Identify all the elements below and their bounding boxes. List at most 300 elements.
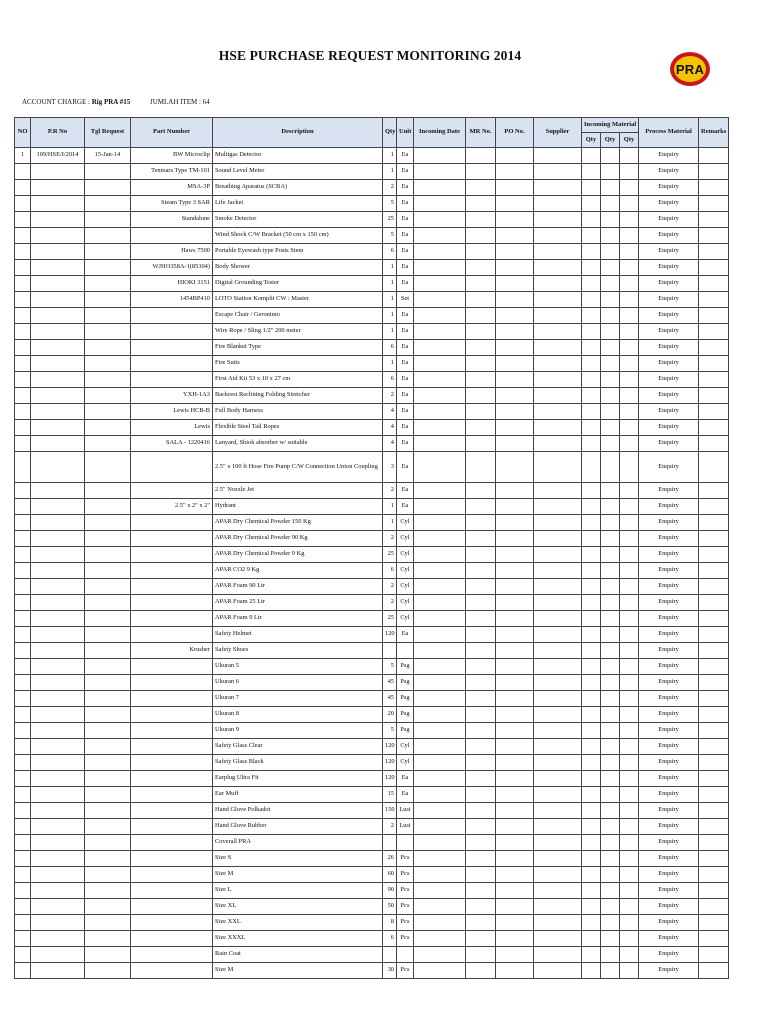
cell-incoming-qty-1 xyxy=(582,579,601,595)
cell-part-number xyxy=(131,867,213,883)
cell-incoming-qty-3 xyxy=(620,755,639,771)
cell-remarks xyxy=(699,883,729,899)
cell-unit: Pcs xyxy=(397,931,414,947)
table-row xyxy=(15,787,729,803)
cell-description: APAR Dry Chemical Powder 90 Kg xyxy=(213,531,383,547)
cell-pr-no xyxy=(31,691,85,707)
cell-tgl-request xyxy=(85,611,131,627)
cell-incoming-qty-1 xyxy=(582,356,601,372)
cell-mr-no xyxy=(466,420,496,436)
table-row xyxy=(15,563,729,579)
cell-incoming-date xyxy=(414,212,466,228)
cell-part-number xyxy=(131,835,213,851)
cell-mr-no xyxy=(466,867,496,883)
col-incoming-qty-3: Qty xyxy=(620,133,639,148)
cell-incoming-qty-2 xyxy=(601,531,620,547)
cell-incoming-qty-2 xyxy=(601,228,620,244)
cell-part-number xyxy=(131,356,213,372)
cell-qty xyxy=(383,643,397,659)
cell-incoming-date xyxy=(414,787,466,803)
cell-no xyxy=(15,723,31,739)
cell-incoming-qty-2 xyxy=(601,148,620,164)
cell-remarks xyxy=(699,308,729,324)
table-row xyxy=(15,244,729,260)
cell-part-number xyxy=(131,963,213,979)
cell-incoming-qty-3 xyxy=(620,180,639,196)
cell-supplier xyxy=(534,835,582,851)
cell-mr-no xyxy=(466,356,496,372)
cell-part-number: 2.5" x 2" x 2" xyxy=(131,499,213,515)
cell-description: Coverall PRA xyxy=(213,835,383,851)
cell-unit: Ea xyxy=(397,276,414,292)
cell-po-no xyxy=(496,404,534,420)
cell-supplier xyxy=(534,915,582,931)
cell-description: Digital Grounding Tester xyxy=(213,276,383,292)
cell-incoming-qty-1 xyxy=(582,164,601,180)
cell-qty: 25 xyxy=(383,611,397,627)
cell-no xyxy=(15,707,31,723)
cell-qty: 2 xyxy=(383,531,397,547)
cell-no xyxy=(15,947,31,963)
cell-part-number xyxy=(131,931,213,947)
cell-qty: 2 xyxy=(383,180,397,196)
table-row xyxy=(15,483,729,499)
cell-description: APAR CO2 9 Kg xyxy=(213,563,383,579)
cell-tgl-request xyxy=(85,771,131,787)
cell-incoming-qty-2 xyxy=(601,452,620,483)
cell-tgl-request xyxy=(85,212,131,228)
cell-po-no xyxy=(496,292,534,308)
cell-part-number xyxy=(131,819,213,835)
cell-unit: Cyl xyxy=(397,611,414,627)
cell-remarks xyxy=(699,723,729,739)
cell-qty: 1 xyxy=(383,308,397,324)
cell-qty: 5 xyxy=(383,196,397,212)
cell-remarks xyxy=(699,164,729,180)
table-row xyxy=(15,739,729,755)
cell-po-no xyxy=(496,340,534,356)
cell-pr-no xyxy=(31,803,85,819)
cell-incoming-qty-1 xyxy=(582,388,601,404)
cell-remarks xyxy=(699,404,729,420)
cell-qty: 2 xyxy=(383,579,397,595)
cell-process-material: Enquiry xyxy=(639,595,699,611)
cell-incoming-qty-1 xyxy=(582,180,601,196)
cell-tgl-request xyxy=(85,707,131,723)
cell-supplier xyxy=(534,787,582,803)
cell-pr-no xyxy=(31,436,85,452)
cell-pr-no xyxy=(31,931,85,947)
cell-qty: 3 xyxy=(383,452,397,483)
cell-incoming-qty-2 xyxy=(601,212,620,228)
cell-mr-no xyxy=(466,899,496,915)
cell-po-no xyxy=(496,963,534,979)
cell-process-material: Enquiry xyxy=(639,675,699,691)
cell-incoming-qty-1 xyxy=(582,292,601,308)
cell-incoming-qty-3 xyxy=(620,707,639,723)
cell-pr-no xyxy=(31,308,85,324)
cell-mr-no xyxy=(466,707,496,723)
cell-incoming-qty-3 xyxy=(620,771,639,787)
cell-mr-no xyxy=(466,883,496,899)
account-charge xyxy=(22,98,130,106)
cell-incoming-qty-3 xyxy=(620,835,639,851)
cell-process-material: Enquiry xyxy=(639,963,699,979)
cell-mr-no xyxy=(466,611,496,627)
table-row xyxy=(15,292,729,308)
cell-remarks xyxy=(699,547,729,563)
cell-part-number xyxy=(131,883,213,899)
cell-qty: 120 xyxy=(383,771,397,787)
cell-incoming-qty-1 xyxy=(582,739,601,755)
table-body xyxy=(15,148,729,979)
cell-incoming-qty-1 xyxy=(582,436,601,452)
cell-remarks xyxy=(699,611,729,627)
cell-tgl-request xyxy=(85,452,131,483)
cell-qty: 120 xyxy=(383,755,397,771)
table-row xyxy=(15,308,729,324)
cell-process-material: Enquiry xyxy=(639,563,699,579)
cell-description: Breathing Aparatus (SCBA) xyxy=(213,180,383,196)
cell-incoming-qty-2 xyxy=(601,691,620,707)
cell-pr-no xyxy=(31,819,85,835)
cell-incoming-qty-2 xyxy=(601,515,620,531)
cell-description: Ukuran 5 xyxy=(213,659,383,675)
cell-incoming-qty-1 xyxy=(582,819,601,835)
cell-unit xyxy=(397,835,414,851)
cell-process-material: Enquiry xyxy=(639,292,699,308)
cell-po-no xyxy=(496,819,534,835)
cell-tgl-request xyxy=(85,675,131,691)
cell-supplier xyxy=(534,292,582,308)
cell-no xyxy=(15,643,31,659)
col-po-no: PO No. xyxy=(496,118,534,148)
cell-supplier xyxy=(534,404,582,420)
cell-supplier xyxy=(534,356,582,372)
cell-remarks xyxy=(699,643,729,659)
cell-remarks xyxy=(699,196,729,212)
cell-supplier xyxy=(534,707,582,723)
cell-incoming-qty-2 xyxy=(601,404,620,420)
cell-part-number: Lewis HCB-B xyxy=(131,404,213,420)
cell-no xyxy=(15,595,31,611)
cell-process-material: Enquiry xyxy=(639,899,699,915)
cell-incoming-qty-1 xyxy=(582,883,601,899)
cell-process-material: Enquiry xyxy=(639,404,699,420)
cell-tgl-request xyxy=(85,595,131,611)
cell-description: APAR Dry Chemical Powder 150 Kg xyxy=(213,515,383,531)
cell-incoming-qty-3 xyxy=(620,627,639,643)
cell-no xyxy=(15,531,31,547)
cell-pr-no xyxy=(31,643,85,659)
cell-unit: Pcs xyxy=(397,915,414,931)
cell-no xyxy=(15,803,31,819)
cell-mr-no xyxy=(466,691,496,707)
cell-supplier xyxy=(534,627,582,643)
cell-description: Safety Helmet xyxy=(213,627,383,643)
cell-po-no xyxy=(496,595,534,611)
table-row xyxy=(15,420,729,436)
cell-qty: 2 xyxy=(383,483,397,499)
table-row xyxy=(15,164,729,180)
cell-pr-no xyxy=(31,196,85,212)
cell-mr-no xyxy=(466,244,496,260)
cell-supplier xyxy=(534,228,582,244)
cell-part-number xyxy=(131,531,213,547)
cell-incoming-date xyxy=(414,675,466,691)
cell-process-material: Enquiry xyxy=(639,547,699,563)
cell-pr-no xyxy=(31,420,85,436)
cell-part-number xyxy=(131,483,213,499)
cell-incoming-qty-1 xyxy=(582,531,601,547)
cell-incoming-qty-2 xyxy=(601,356,620,372)
cell-unit: Cyl xyxy=(397,739,414,755)
cell-incoming-date xyxy=(414,819,466,835)
table-row xyxy=(15,835,729,851)
cell-process-material: Enquiry xyxy=(639,308,699,324)
cell-pr-no xyxy=(31,627,85,643)
cell-process-material: Enquiry xyxy=(639,164,699,180)
pra-logo-text: PRA xyxy=(674,56,706,82)
cell-incoming-date xyxy=(414,340,466,356)
cell-remarks xyxy=(699,899,729,915)
cell-description: Ukuran 7 xyxy=(213,691,383,707)
cell-qty: 45 xyxy=(383,675,397,691)
cell-process-material: Enquiry xyxy=(639,420,699,436)
cell-po-no xyxy=(496,244,534,260)
cell-incoming-qty-2 xyxy=(601,963,620,979)
table-row xyxy=(15,595,729,611)
cell-process-material: Enquiry xyxy=(639,771,699,787)
cell-process-material: Enquiry xyxy=(639,867,699,883)
cell-po-no xyxy=(496,707,534,723)
cell-incoming-date xyxy=(414,292,466,308)
cell-part-number xyxy=(131,851,213,867)
col-pr-no: P.R No xyxy=(31,118,85,148)
cell-pr-no xyxy=(31,707,85,723)
table-row xyxy=(15,851,729,867)
cell-part-number: Haws 7500 xyxy=(131,244,213,260)
cell-no xyxy=(15,212,31,228)
cell-incoming-qty-3 xyxy=(620,404,639,420)
cell-supplier xyxy=(534,739,582,755)
cell-process-material: Enquiry xyxy=(639,276,699,292)
cell-po-no xyxy=(496,196,534,212)
table-row xyxy=(15,723,729,739)
cell-incoming-date xyxy=(414,228,466,244)
cell-incoming-qty-2 xyxy=(601,835,620,851)
cell-incoming-date xyxy=(414,388,466,404)
cell-description: Life Jacket xyxy=(213,196,383,212)
cell-process-material: Enquiry xyxy=(639,244,699,260)
cell-pr-no xyxy=(31,675,85,691)
cell-tgl-request xyxy=(85,739,131,755)
table-row xyxy=(15,404,729,420)
cell-incoming-qty-2 xyxy=(601,388,620,404)
cell-supplier xyxy=(534,515,582,531)
cell-incoming-qty-1 xyxy=(582,963,601,979)
table-row xyxy=(15,499,729,515)
cell-remarks xyxy=(699,483,729,499)
cell-part-number xyxy=(131,739,213,755)
cell-incoming-qty-3 xyxy=(620,372,639,388)
cell-description: Size M xyxy=(213,963,383,979)
cell-supplier xyxy=(534,611,582,627)
table-row xyxy=(15,228,729,244)
cell-qty: 4 xyxy=(383,404,397,420)
cell-unit: Ea xyxy=(397,308,414,324)
cell-tgl-request xyxy=(85,483,131,499)
jumlah-item xyxy=(150,98,210,106)
cell-pr-no xyxy=(31,723,85,739)
cell-description: 2.5" Nozzle Jet xyxy=(213,483,383,499)
cell-description: Full Body Harness xyxy=(213,404,383,420)
cell-incoming-date xyxy=(414,947,466,963)
cell-mr-no xyxy=(466,627,496,643)
cell-remarks xyxy=(699,771,729,787)
header-row xyxy=(15,118,729,133)
cell-qty: 6 xyxy=(383,563,397,579)
cell-pr-no xyxy=(31,531,85,547)
cell-supplier xyxy=(534,260,582,276)
cell-remarks xyxy=(699,563,729,579)
cell-part-number xyxy=(131,771,213,787)
cell-mr-no xyxy=(466,164,496,180)
cell-incoming-qty-3 xyxy=(620,324,639,340)
cell-unit: Ea xyxy=(397,164,414,180)
cell-mr-no xyxy=(466,835,496,851)
cell-pr-no xyxy=(31,228,85,244)
cell-no xyxy=(15,483,31,499)
cell-incoming-qty-3 xyxy=(620,308,639,324)
table-row xyxy=(15,627,729,643)
table-row xyxy=(15,148,729,164)
cell-remarks xyxy=(699,947,729,963)
cell-incoming-qty-3 xyxy=(620,148,639,164)
cell-remarks xyxy=(699,691,729,707)
cell-po-no xyxy=(496,771,534,787)
cell-remarks xyxy=(699,148,729,164)
cell-pr-no xyxy=(31,851,85,867)
cell-part-number xyxy=(131,787,213,803)
cell-incoming-qty-3 xyxy=(620,260,639,276)
cell-part-number xyxy=(131,579,213,595)
cell-pr-no xyxy=(31,835,85,851)
cell-incoming-qty-2 xyxy=(601,707,620,723)
cell-part-number xyxy=(131,547,213,563)
cell-qty: 6 xyxy=(383,372,397,388)
cell-incoming-qty-1 xyxy=(582,723,601,739)
table-row xyxy=(15,180,729,196)
cell-remarks xyxy=(699,531,729,547)
cell-remarks xyxy=(699,707,729,723)
cell-process-material: Enquiry xyxy=(639,499,699,515)
cell-incoming-qty-2 xyxy=(601,899,620,915)
account-charge-label: ACCOUNT CHARGE : xyxy=(22,98,90,106)
cell-mr-no xyxy=(466,452,496,483)
table-row xyxy=(15,707,729,723)
cell-unit: Ea xyxy=(397,483,414,499)
cell-pr-no xyxy=(31,659,85,675)
cell-incoming-date xyxy=(414,707,466,723)
cell-unit: Ea xyxy=(397,212,414,228)
cell-incoming-qty-2 xyxy=(601,627,620,643)
cell-remarks xyxy=(699,819,729,835)
cell-qty xyxy=(383,835,397,851)
cell-po-no xyxy=(496,755,534,771)
cell-unit: Cyl xyxy=(397,547,414,563)
cell-description: Ukuran 8 xyxy=(213,707,383,723)
cell-part-number: SALA - 1220416 xyxy=(131,436,213,452)
cell-tgl-request xyxy=(85,499,131,515)
cell-incoming-qty-3 xyxy=(620,547,639,563)
cell-unit xyxy=(397,947,414,963)
cell-process-material: Enquiry xyxy=(639,851,699,867)
cell-description: Rain Coat xyxy=(213,947,383,963)
cell-unit: Cyl xyxy=(397,531,414,547)
table-row xyxy=(15,196,729,212)
cell-incoming-qty-1 xyxy=(582,499,601,515)
cell-incoming-date xyxy=(414,531,466,547)
cell-unit: Cyl xyxy=(397,755,414,771)
cell-mr-no xyxy=(466,819,496,835)
cell-incoming-qty-1 xyxy=(582,276,601,292)
cell-remarks xyxy=(699,851,729,867)
cell-incoming-qty-2 xyxy=(601,180,620,196)
cell-part-number xyxy=(131,340,213,356)
cell-qty: 20 xyxy=(383,707,397,723)
cell-process-material: Enquiry xyxy=(639,452,699,483)
cell-remarks xyxy=(699,787,729,803)
cell-description: Safety Shoes xyxy=(213,643,383,659)
cell-po-no xyxy=(496,180,534,196)
cell-unit: Ea xyxy=(397,372,414,388)
cell-unit: Ea xyxy=(397,244,414,260)
table-row xyxy=(15,531,729,547)
cell-tgl-request xyxy=(85,372,131,388)
cell-incoming-qty-1 xyxy=(582,643,601,659)
jumlah-item-value: 64 xyxy=(202,98,210,106)
cell-incoming-qty-2 xyxy=(601,436,620,452)
cell-incoming-date xyxy=(414,196,466,212)
cell-incoming-qty-2 xyxy=(601,340,620,356)
cell-unit: Psg xyxy=(397,691,414,707)
cell-qty: 2 xyxy=(383,595,397,611)
cell-supplier xyxy=(534,308,582,324)
cell-qty xyxy=(383,947,397,963)
cell-part-number: Steam Type 3 SAR xyxy=(131,196,213,212)
cell-remarks xyxy=(699,420,729,436)
cell-incoming-qty-2 xyxy=(601,867,620,883)
cell-process-material: Enquiry xyxy=(639,643,699,659)
cell-qty: 5 xyxy=(383,228,397,244)
cell-unit: Psg xyxy=(397,659,414,675)
cell-incoming-qty-2 xyxy=(601,372,620,388)
cell-incoming-date xyxy=(414,324,466,340)
cell-incoming-qty-1 xyxy=(582,947,601,963)
cell-qty: 90 xyxy=(383,883,397,899)
table-row xyxy=(15,771,729,787)
cell-unit: Ea xyxy=(397,260,414,276)
cell-pr-no xyxy=(31,579,85,595)
cell-remarks xyxy=(699,228,729,244)
cell-incoming-qty-2 xyxy=(601,659,620,675)
cell-no xyxy=(15,260,31,276)
cell-pr-no xyxy=(31,164,85,180)
cell-po-no xyxy=(496,787,534,803)
cell-po-no xyxy=(496,356,534,372)
cell-part-number xyxy=(131,563,213,579)
